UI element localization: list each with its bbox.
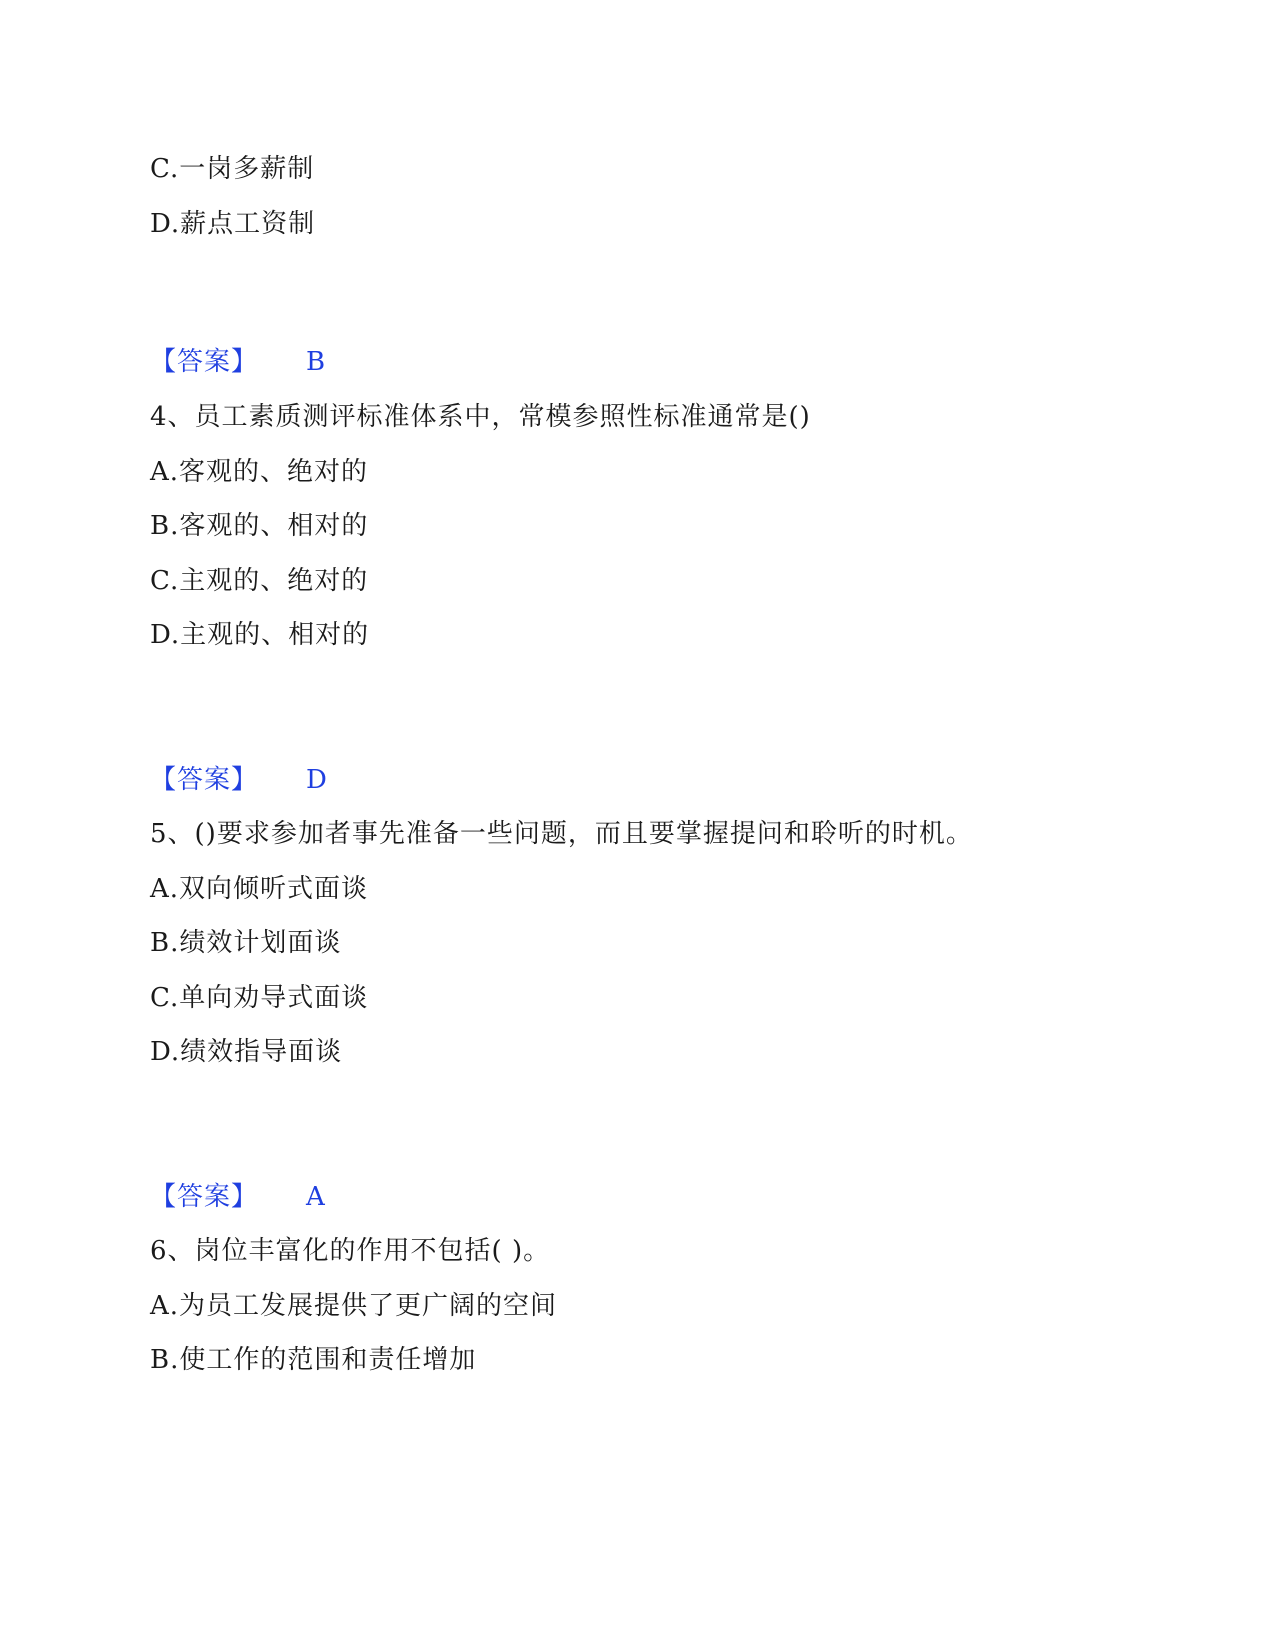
option-a: A.为员工发展提供了更广阔的空间 <box>150 1291 558 1321</box>
question-stem: 6、岗位丰富化的作用不包括( )。 <box>150 1236 551 1266</box>
answer-label: 【答案】 <box>150 1182 259 1212</box>
option-b: B.客观的、相对的 <box>150 511 369 541</box>
question-stem: 5、()要求参加者事先准备一些问题，而且要掌握提问和聆听的时机。 <box>150 819 973 849</box>
option-c: C.一岗多薪制 <box>150 154 315 184</box>
option-d: D.绩效指导面谈 <box>150 1037 343 1067</box>
option-b: B.使工作的范围和责任增加 <box>150 1345 477 1375</box>
option-c: C.主观的、绝对的 <box>150 566 369 596</box>
option-a: A.双向倾听式面谈 <box>150 874 369 904</box>
answer-row <box>150 1180 326 1214</box>
answer-label: 【答案】 <box>150 347 259 377</box>
answer-value: B <box>306 347 327 377</box>
answer-value: A <box>306 1182 326 1212</box>
option-d: D.主观的、相对的 <box>150 620 370 650</box>
answer-row <box>150 763 328 797</box>
option-c: C.单向劝导式面谈 <box>150 983 369 1013</box>
option-b: B.绩效计划面谈 <box>150 928 342 958</box>
option-a: A.客观的、绝对的 <box>150 457 369 487</box>
question-stem: 4、员工素质测评标准体系中，常模参照性标准通常是() <box>150 402 811 432</box>
answer-value: D <box>306 765 328 795</box>
option-d: D.薪点工资制 <box>150 209 316 239</box>
answer-row <box>150 345 326 379</box>
answer-label: 【答案】 <box>150 765 259 795</box>
